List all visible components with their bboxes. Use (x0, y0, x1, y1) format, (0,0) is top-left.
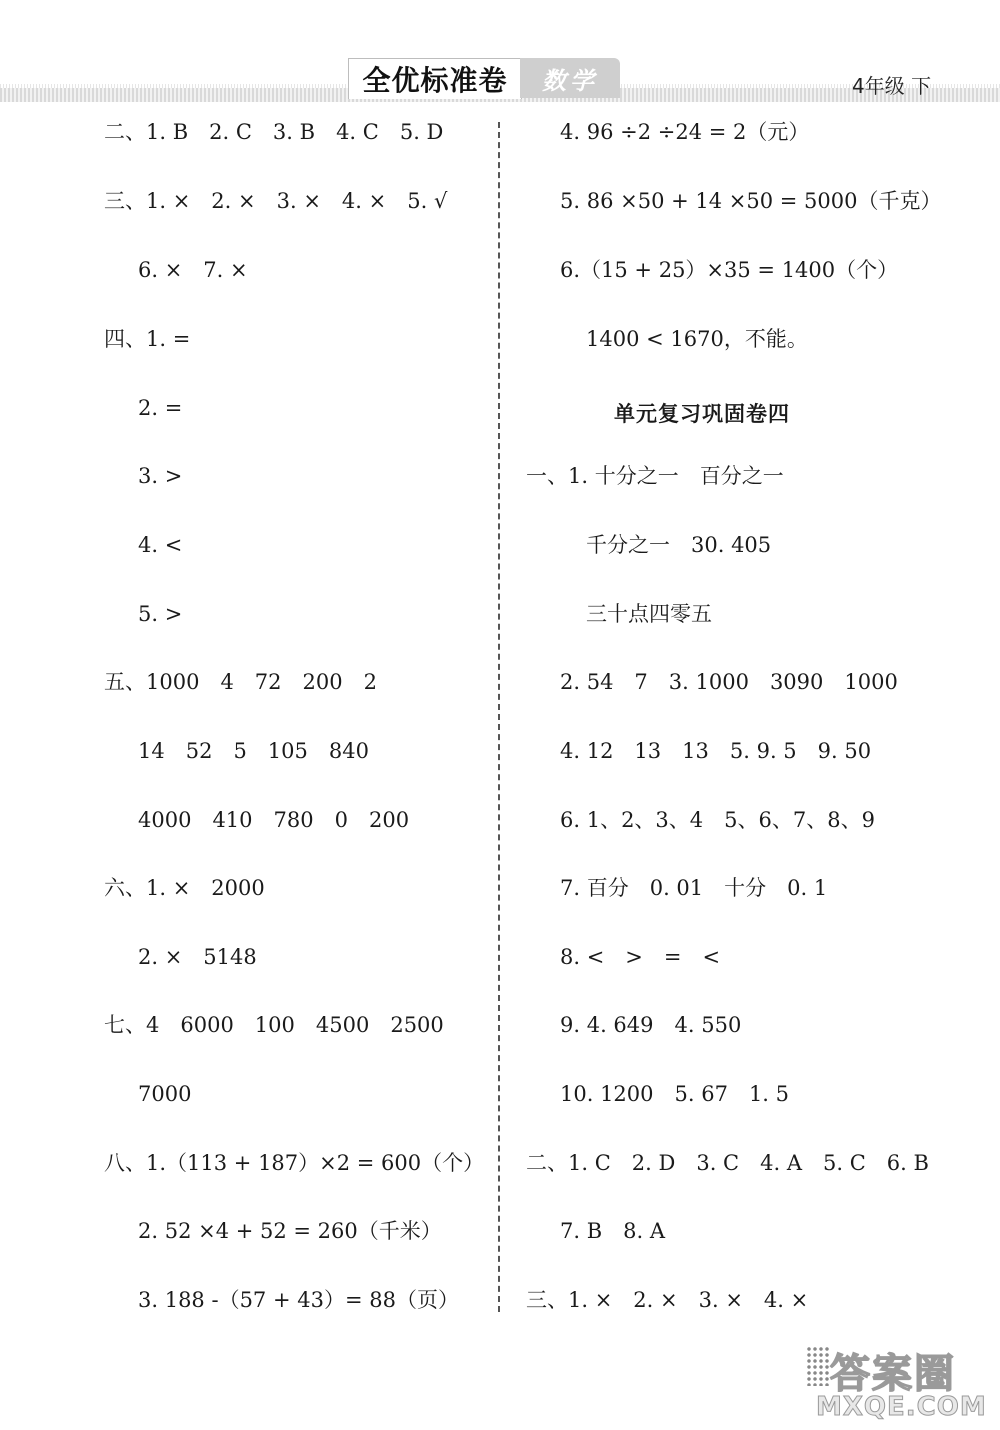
answer-line: 二、1. B 2. C 3. B 4. C 5. D (104, 120, 444, 144)
section-title: 单元复习巩固卷四 (614, 402, 790, 426)
answer-line: 六、1. × 2000 (104, 876, 265, 900)
answer-line: 2. 52 ×4 + 52 = 260（千米） (138, 1219, 442, 1243)
answer-line: 9. 4. 649 4. 550 (560, 1013, 742, 1037)
answer-line: 14 52 5 105 840 (138, 739, 369, 763)
answer-line: 4. 12 13 13 5. 9. 5 9. 50 (560, 739, 872, 763)
answer-line: 4000 410 780 0 200 (138, 808, 410, 832)
answer-line: 6.（15 + 25）×35 = 1400（个） (560, 258, 899, 282)
answer-line: 7. B 8. A (560, 1219, 666, 1243)
answer-line: 4. < (138, 533, 183, 557)
answer-line: 8. < > = < (560, 945, 721, 969)
answer-line: 二、1. C 2. D 3. C 4. A 5. C 6. B (526, 1151, 929, 1175)
answer-line: 3. > (138, 464, 183, 488)
watermark-dots (806, 1346, 830, 1386)
answer-line: 3. 188 -（57 + 43）= 88（页） (138, 1288, 459, 1312)
column-divider (498, 122, 500, 1312)
answer-line: 三、1. × 2. × 3. × 4. × 5. √ (104, 189, 448, 213)
watermark-url: MXQE.COM (816, 1392, 987, 1422)
answer-line: 5. 86 ×50 + 14 ×50 = 5000（千克） (560, 189, 942, 213)
answer-line: 6. × 7. × (138, 258, 248, 282)
answer-line: 5. > (138, 602, 183, 626)
brand-title: 全优标准卷 (348, 58, 522, 99)
answer-line: 一、1. 十分之一 百分之一 (526, 464, 784, 488)
answer-line: 2. × 5148 (138, 945, 257, 969)
answer-line: 五、1000 4 72 200 2 (104, 670, 377, 694)
answer-line: 千分之一 30. 405 (586, 533, 772, 557)
answer-line: 4. 96 ÷2 ÷24 = 2（元） (560, 120, 810, 144)
watermark (806, 1342, 994, 1428)
answer-line: 1400 < 1670，不能。 (586, 327, 808, 351)
answer-line: 2. 54 7 3. 1000 3090 1000 (560, 670, 898, 694)
answer-line: 10. 1200 5. 67 1. 5 (560, 1082, 790, 1106)
answer-line: 四、1. = (104, 327, 191, 351)
answer-line: 2. = (138, 396, 183, 420)
answer-line: 七、4 6000 100 4500 2500 (104, 1013, 444, 1037)
answer-line: 7000 (138, 1082, 192, 1106)
watermark-logo: 答案圈 (830, 1351, 956, 1397)
answer-line: 三、1. × 2. × 3. × 4. × (526, 1288, 809, 1312)
answer-line: 三十点四零五 (586, 602, 712, 626)
answer-line: 6. 1、2、3、4 5、6、7、8、9 (560, 808, 875, 832)
grade-label: 4年级 下 (852, 74, 932, 98)
answer-line: 7. 百分 0. 01 十分 0. 1 (560, 876, 828, 900)
answer-line: 八、1.（113 + 187）×2 = 600（个） (104, 1151, 485, 1175)
subject-tab: 数学 (520, 58, 620, 98)
